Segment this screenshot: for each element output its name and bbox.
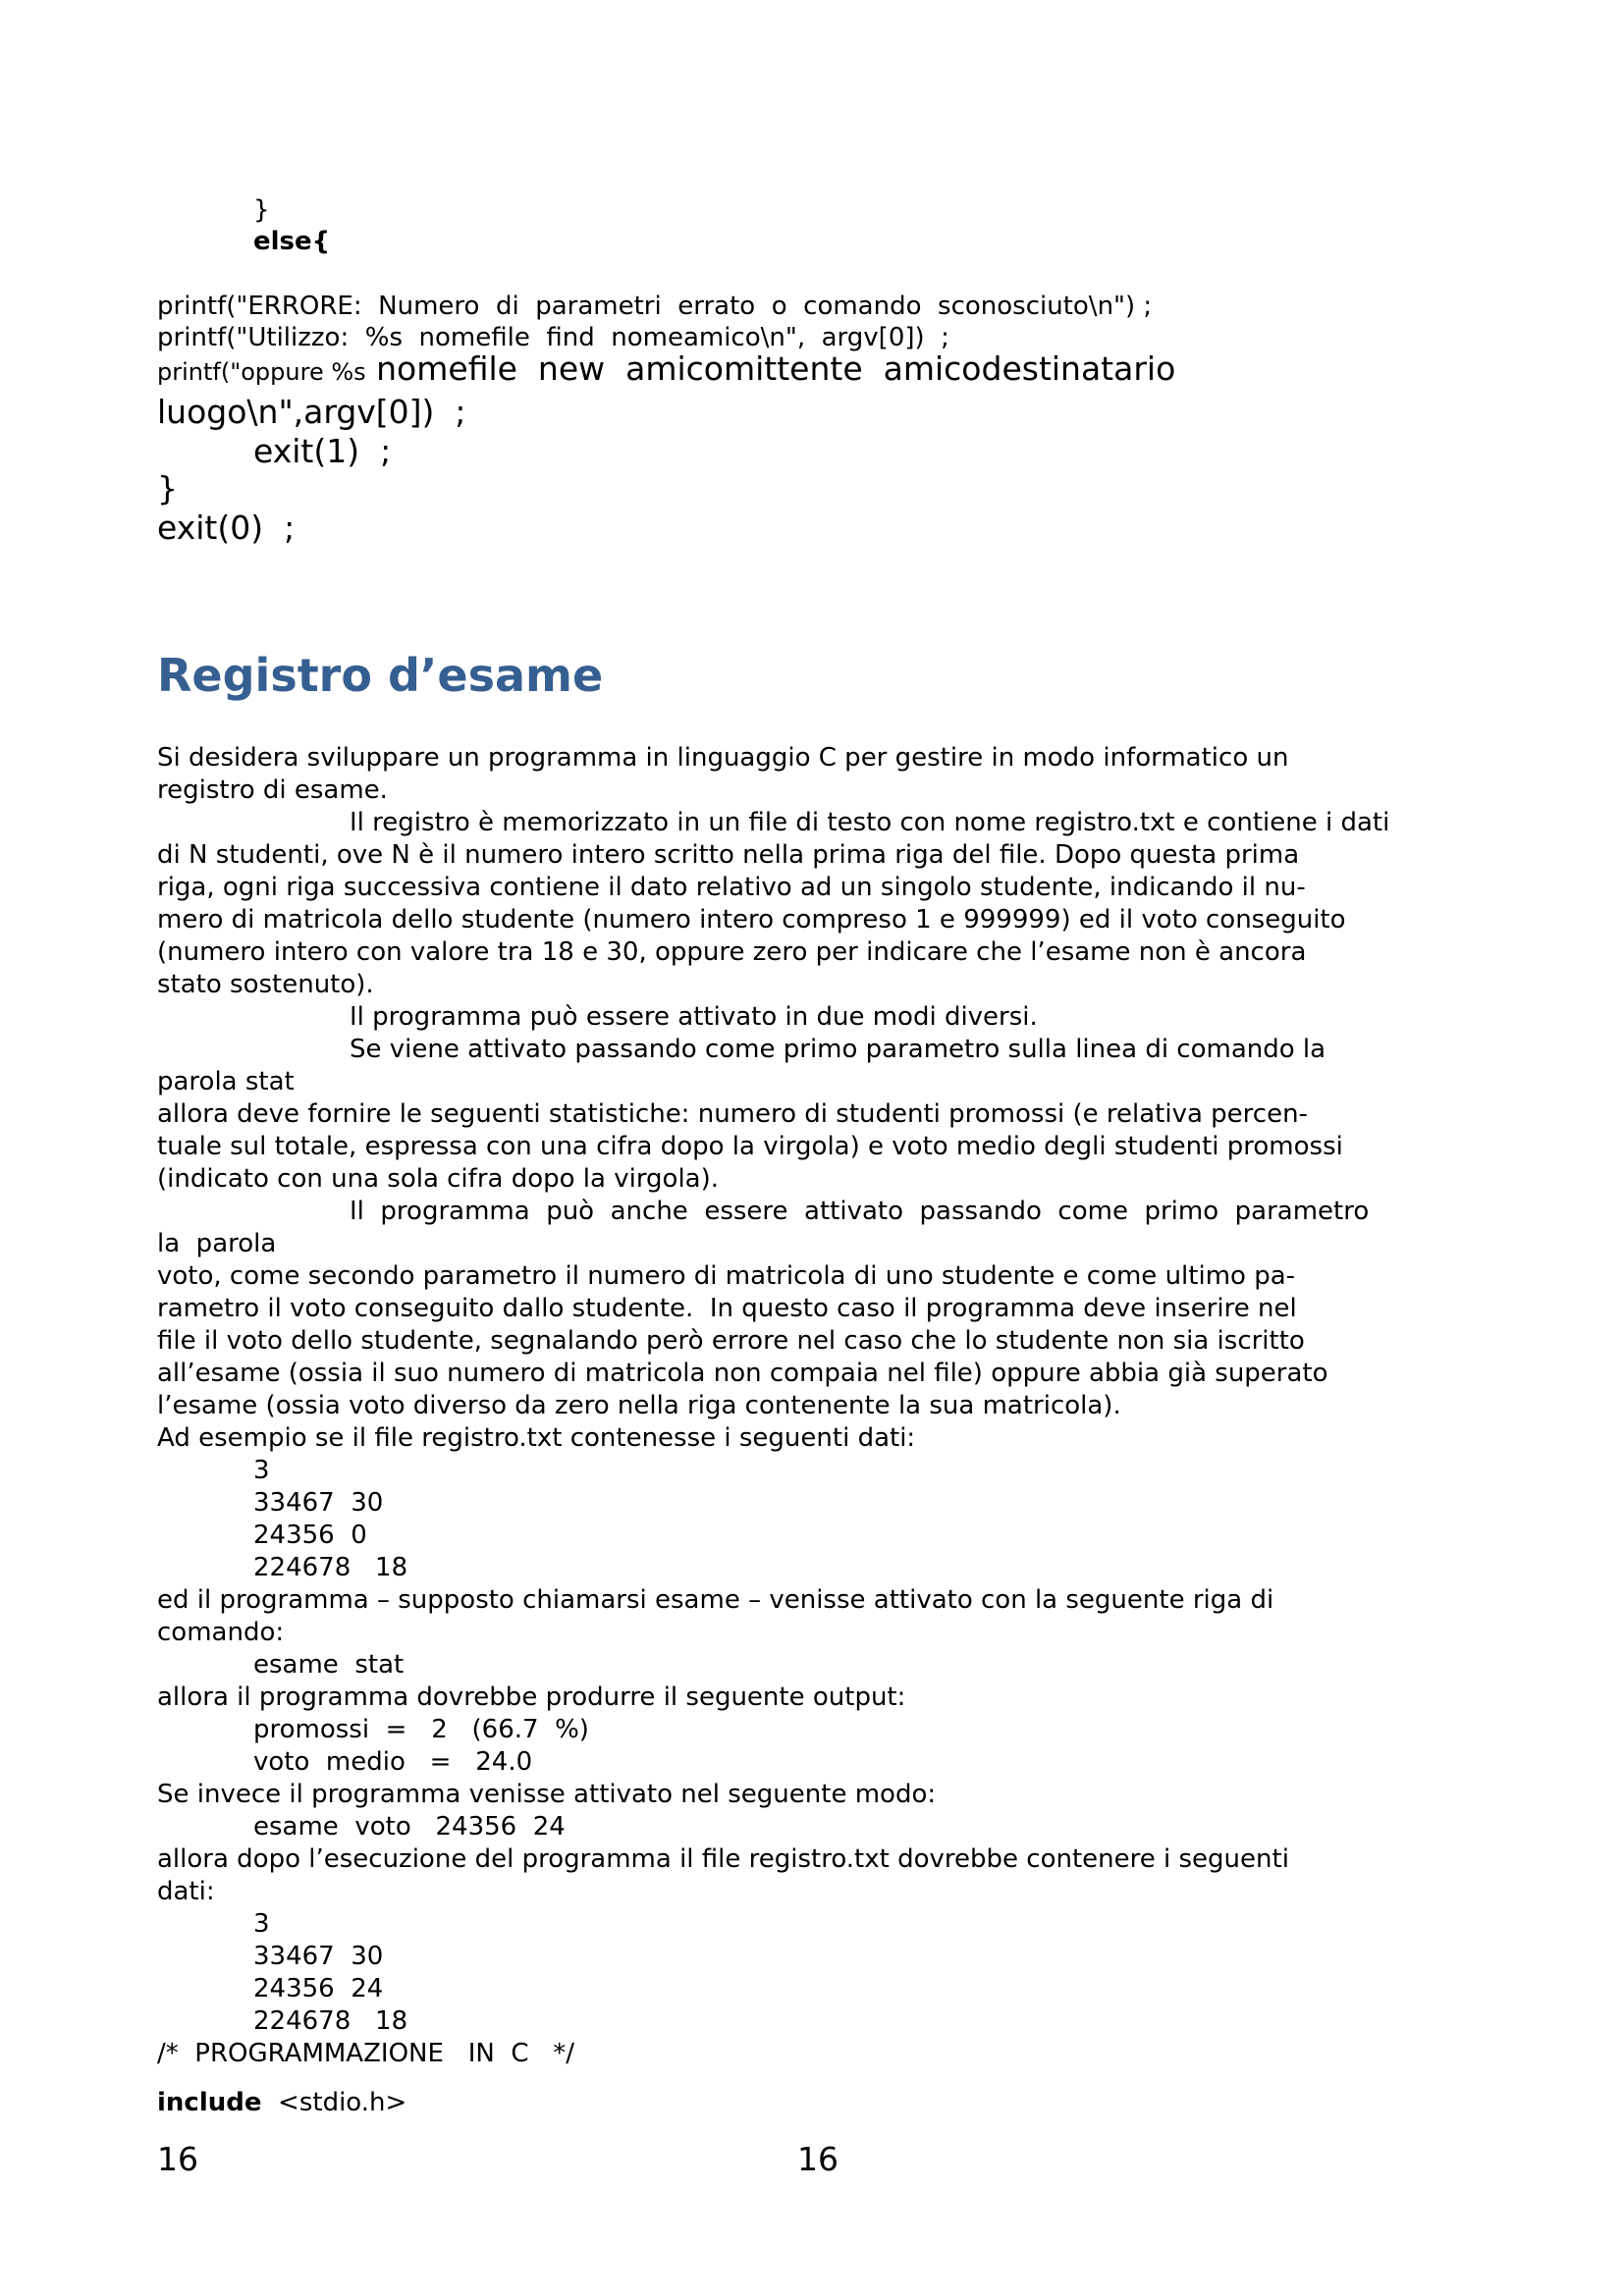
include-keyword: include <box>157 2088 262 2117</box>
code-close-brace: } <box>253 195 270 225</box>
body-line: la parola <box>157 1229 277 1258</box>
example-line: esame stat <box>253 1650 405 1680</box>
body-line: Se invece il programma venisse attivato nel seguente modo: <box>157 1780 937 1809</box>
code-printf-error: printf("ERRORE: Numero di parametri errato o comando sconosciuto\n") ; <box>157 292 1153 321</box>
body-line: file il voto dello studente, segnalando però errore nel caso che lo studente non sia iscritto <box>157 1326 1305 1356</box>
body-line: tuale sul totale, espressa con una cifra dopo la virgola) e voto medio degli studenti promossi <box>157 1132 1343 1161</box>
include-argument: <stdio.h> <box>278 2088 407 2117</box>
page-number-center: 16 <box>797 2140 839 2178</box>
example-line: voto medio = 24.0 <box>253 1747 533 1777</box>
body-line: allora il programma dovrebbe produrre il seguente output: <box>157 1682 906 1712</box>
example-line: 33467 30 <box>253 1488 384 1518</box>
example-line: promossi = 2 (66.7 %) <box>253 1715 589 1744</box>
body-line: Ad esempio se il file registro.txt contenesse i seguenti dati: <box>157 1423 916 1453</box>
code-printf-oppure-big: nomefile new amicomittente amicodestinatario <box>365 349 1176 388</box>
example-line: 224678 18 <box>253 2006 408 2036</box>
body-line: parola stat <box>157 1067 295 1096</box>
body-line: di N studenti, ove N è il numero intero scritto nella prima riga del file. Dopo questa prima <box>157 840 1300 870</box>
body-line: Il programma può essere attivato in due modi diversi. <box>350 1002 1038 1032</box>
code-printf-usage: printf("Utilizzo: %s nomefile find nomeamico\n", argv[0]) ; <box>157 323 949 352</box>
code-exit-1: exit(1) ; <box>253 432 392 470</box>
body-line: Il registro è memorizzato in un file di testo con nome registro.txt e contiene i dati <box>350 808 1390 837</box>
code-comment: /* PROGRAMMAZIONE IN C */ <box>157 2039 575 2068</box>
page-number-left: 16 <box>157 2140 198 2178</box>
body-line: ed il programma – supposto chiamarsi esame – venisse attivato con la seguente riga di <box>157 1585 1274 1615</box>
code-printf-oppure <box>157 349 1176 388</box>
body-line: voto, come secondo parametro il numero di matricola di uno studente e come ultimo pa- <box>157 1261 1296 1291</box>
body-line: (numero intero con valore tra 18 e 30, oppure zero per indicare che l’esame non è ancora <box>157 937 1307 967</box>
body-line: riga, ogni riga successiva contiene il dato relativo ad un singolo studente, indicando il nu- <box>157 873 1306 902</box>
body-line: (indicato con una sola cifra dopo la virgola). <box>157 1164 720 1194</box>
body-line: comando: <box>157 1618 285 1647</box>
body-line: rametro il voto conseguito dallo studente. In questo caso il programma deve inserire nel <box>157 1294 1297 1323</box>
body-line: registro di esame. <box>157 775 388 805</box>
example-line: esame voto 24356 24 <box>253 1812 566 1842</box>
code-luogo-line: luogo\n",argv[0]) ; <box>157 393 466 431</box>
example-line: 224678 18 <box>253 1553 408 1582</box>
example-line: 3 <box>253 1909 270 1939</box>
code-close-brace-2: } <box>157 469 178 507</box>
code-else-keyword: else{ <box>253 227 331 256</box>
body-line: dati: <box>157 1877 215 1906</box>
section-heading: Registro d’esame <box>157 649 604 702</box>
example-line: 24356 0 <box>253 1521 367 1550</box>
body-line: allora deve fornire le seguenti statistiche: numero di studenti promossi (e relativa percen- <box>157 1099 1308 1129</box>
code-exit-0: exit(0) ; <box>157 508 296 547</box>
body-line: mero di matricola dello studente (numero intero compreso 1 e 999999) ed il voto conseguito <box>157 905 1346 934</box>
body-line: Il programma può anche essere attivato passando come primo parametro <box>350 1197 1370 1226</box>
body-line: stato sostenuto). <box>157 970 374 999</box>
example-line: 24356 24 <box>253 1974 384 2003</box>
body-line: allora dopo l’esecuzione del programma il file registro.txt dovrebbe contenere i seguenti <box>157 1844 1289 1874</box>
code-printf-oppure-small: printf("oppure %s <box>157 358 366 386</box>
body-line: l’esame (ossia voto diverso da zero nella riga contenente la sua matricola). <box>157 1391 1121 1420</box>
body-line: Se viene attivato passando come primo parametro sulla linea di comando la <box>350 1035 1326 1064</box>
body-line: Si desidera sviluppare un programma in linguaggio C per gestire in modo informatico un <box>157 743 1289 773</box>
example-line: 3 <box>253 1456 270 1485</box>
code-include-line <box>157 2087 406 2118</box>
example-line: 33467 30 <box>253 1942 384 1971</box>
body-line: all’esame (ossia il suo numero di matricola non compaia nel file) oppure abbia già superato <box>157 1359 1328 1388</box>
